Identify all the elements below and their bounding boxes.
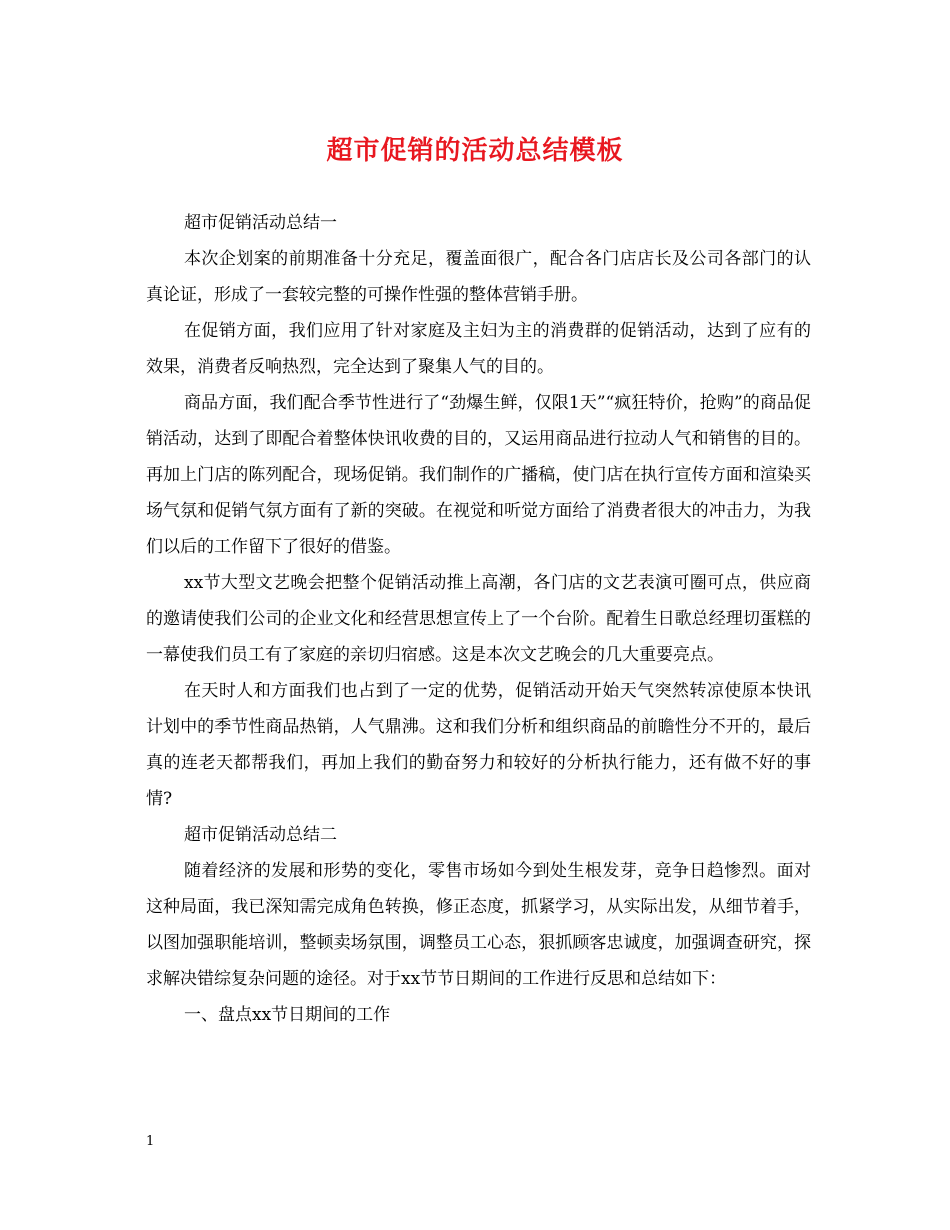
paragraph: 超市促销活动总结一 [184, 213, 337, 233]
paragraph: 本次企划案的前期准备十分充足，覆盖面很广，配合各门店店长及公司各部门的认真论证，形成了一套较完整的可操作性强的整体营销手册。 [146, 249, 811, 305]
paragraph: 随着经济的发展和形势的变化，零售市场如今到处生根发芽，竞争日趋惨烈。面对这种局面，我已深知需完成角色转换，修正态度，抓紧学习，从实际出发，从细节着手，以图加强职能培训，整顿卖场氛围，调整员工心态，狠抓顾客忠诚度，加强调查研究，探求解决错综复杂问题的途径。对于xx节节日期间的工作进行反思和总结如下： [146, 861, 811, 989]
paragraph: 在天时人和方面我们也占到了一定的优势，促销活动开始天气突然转凉使原本快讯计划中的季节性商品热销，人气鼎沸。这和我们分析和组织商品的前瞻性分不开的，最后真的连老天都帮我们，再加上我们的勤奋努力和较好的分析执行能力，还有做不好的事情? [146, 681, 811, 809]
page-number: 1 [146, 1134, 155, 1149]
document-body [146, 205, 811, 1033]
document-title: 超市促销的活动总结模板 [326, 136, 624, 166]
paragraph: 商品方面，我们配合季节性进行了“劲爆生鲜，仅限1天”“疯狂特价，抢购”的商品促销活动，达到了即配合着整体快讯收费的目的，又运用商品进行拉动人气和销售的目的。再加上门店的陈列配合，现场促销。我们制作的广播稿，使门店在执行宣传方面和渲染买场气氛和促销气氛方面有了新的突破。在视觉和听觉方面给了消费者很大的冲击力，为我们以后的工作留下了很好的借鉴。 [146, 393, 811, 557]
paragraph: 在促销方面，我们应用了针对家庭及主妇为主的消费群的促销活动，达到了应有的效果，消费者反响热烈，完全达到了聚集人气的目的。 [146, 321, 811, 377]
paragraph: 超市促销活动总结二 [184, 825, 337, 845]
paragraph: xx节大型文艺晚会把整个促销活动推上高潮，各门店的文艺表演可圈可点，供应商的邀请使我们公司的企业文化和经营思想宣传上了一个台阶。配着生日歌总经理切蛋糕的一幕使我们员工有了家庭的亲切归宿感。这是本次文艺晚会的几大重要亮点。 [146, 573, 811, 665]
paragraph: 一、盘点xx节日期间的工作 [184, 1005, 391, 1025]
